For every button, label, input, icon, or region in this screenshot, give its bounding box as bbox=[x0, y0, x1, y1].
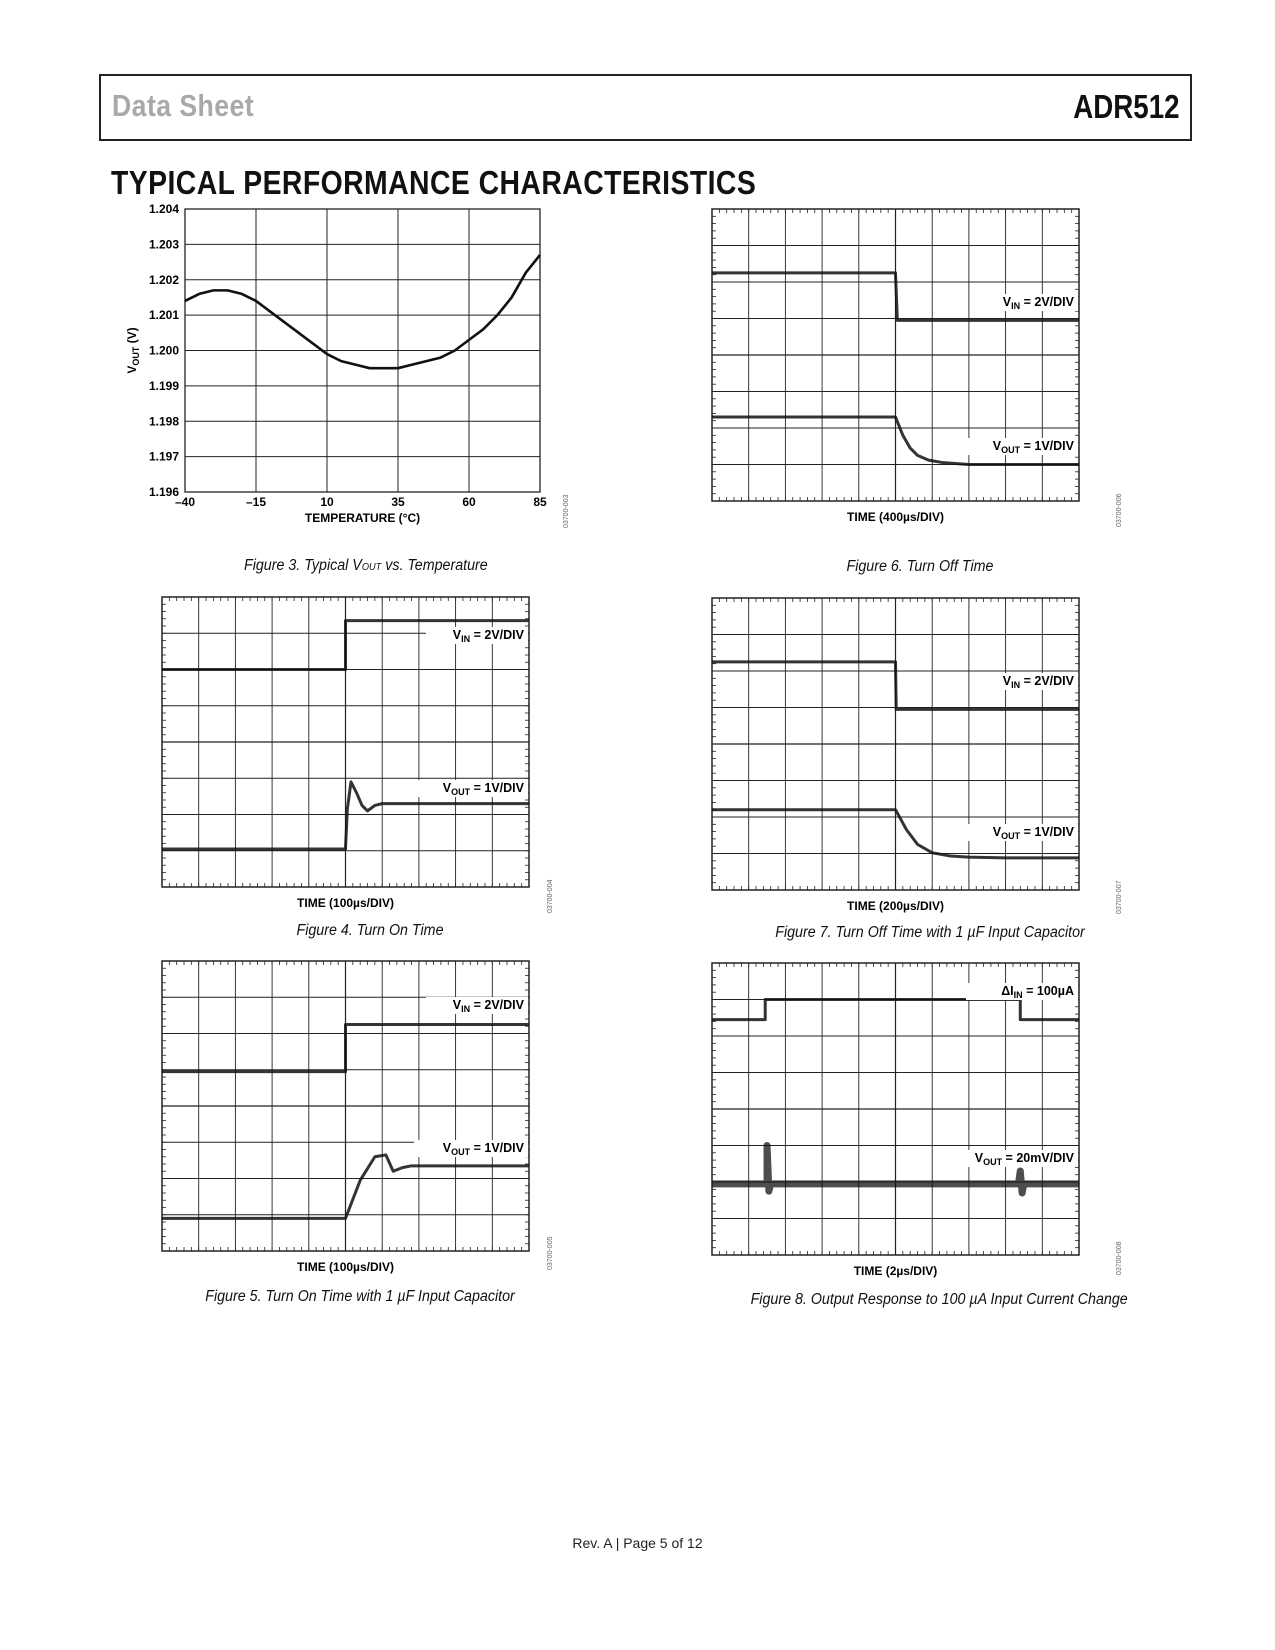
figure-7 bbox=[710, 596, 1130, 926]
figure-8-caption: Figure 8. Output Response to 100 µA Input Current Change bbox=[750, 1291, 1128, 1308]
y-tick-label: 1.204 bbox=[148, 202, 179, 216]
label-sub: IN bbox=[461, 1004, 471, 1014]
label-sub: OUT bbox=[1001, 445, 1021, 455]
x-tick-label: –15 bbox=[245, 495, 267, 509]
label-main: ΔI bbox=[1001, 984, 1014, 998]
figure-code: 03700-007 bbox=[1116, 880, 1123, 914]
label-tail: = 1V/DIV bbox=[1020, 825, 1074, 839]
label-sub: OUT bbox=[451, 787, 471, 797]
figure-5-caption: Figure 5. Turn On Time with 1 µF Input Capacitor bbox=[205, 1288, 515, 1305]
x-axis-label: TEMPERATURE (°C) bbox=[304, 511, 421, 525]
label-sub: IN bbox=[1013, 990, 1023, 1000]
figure-3-chart bbox=[120, 200, 600, 550]
x-axis-label: TIME (200µs/DIV) bbox=[847, 899, 944, 913]
figure-8 bbox=[710, 962, 1130, 1292]
trace-label bbox=[1001, 984, 1074, 1000]
y-tick-label: 1.201 bbox=[148, 308, 179, 323]
figure-code: 03700-005 bbox=[547, 1236, 554, 1270]
label-tail: = 2V/DIV bbox=[1020, 295, 1074, 309]
y-tick-label: 1.202 bbox=[148, 272, 179, 287]
label-sub: IN bbox=[461, 634, 471, 644]
label-sub: OUT bbox=[1001, 831, 1021, 841]
label-sub: OUT bbox=[451, 1147, 471, 1157]
caption-text-tail: vs. Temperature bbox=[381, 557, 488, 574]
figure-4 bbox=[158, 595, 578, 925]
figure-3-caption bbox=[244, 557, 488, 575]
x-tick-label: –40 bbox=[174, 495, 196, 509]
y-label-tail: (V) bbox=[125, 327, 139, 347]
label-tail: = 100µA bbox=[1022, 984, 1074, 998]
figure-code: 03700-004 bbox=[547, 879, 554, 913]
page-header bbox=[99, 74, 1192, 141]
figure-code: 03700-006 bbox=[1116, 493, 1123, 527]
label-sub: OUT bbox=[983, 1157, 1003, 1167]
figure-6-caption: Figure 6. Turn Off Time bbox=[846, 558, 994, 575]
label-main: V bbox=[452, 998, 462, 1012]
caption-text: Figure 3. Typical V bbox=[244, 557, 362, 574]
label-main: V bbox=[1002, 674, 1012, 688]
label-tail: = 2V/DIV bbox=[1020, 674, 1074, 688]
figure-7-chart bbox=[710, 596, 1130, 926]
figure-6 bbox=[710, 200, 1130, 540]
vout-series-line bbox=[185, 255, 540, 368]
x-tick-label: 60 bbox=[462, 495, 476, 509]
figure-7-caption: Figure 7. Turn Off Time with 1 µF Input Capacitor bbox=[775, 924, 1085, 941]
figure-4-chart bbox=[158, 595, 578, 925]
label-main: V bbox=[452, 628, 462, 642]
x-tick-label: 85 bbox=[533, 495, 547, 509]
figure-8-chart bbox=[710, 962, 1130, 1292]
y-tick-label: 1.200 bbox=[148, 343, 179, 358]
figure-6-chart bbox=[710, 200, 1130, 540]
figure-4-caption: Figure 4. Turn On Time bbox=[296, 922, 444, 939]
y-label-main: V bbox=[125, 365, 139, 374]
x-axis-label: TIME (100µs/DIV) bbox=[297, 1260, 394, 1274]
x-tick-label: 35 bbox=[391, 495, 405, 509]
y-label-sub: OUT bbox=[131, 346, 141, 366]
page-footer: Rev. A | Page 5 of 12 bbox=[572, 1535, 703, 1551]
y-tick-label: 1.197 bbox=[148, 449, 179, 464]
label-tail: = 2V/DIV bbox=[470, 998, 524, 1012]
y-axis-label bbox=[125, 327, 141, 373]
label-main: V bbox=[442, 1141, 452, 1155]
label-tail: = 1V/DIV bbox=[470, 781, 524, 795]
y-tick-label: 1.196 bbox=[148, 485, 179, 499]
label-main: V bbox=[992, 825, 1002, 839]
x-axis-label: TIME (2µs/DIV) bbox=[853, 1264, 938, 1278]
input-trace bbox=[162, 1024, 529, 1071]
label-sub: IN bbox=[1011, 680, 1021, 690]
label-main: V bbox=[442, 781, 452, 795]
x-axis-label: TIME (400µs/DIV) bbox=[847, 510, 944, 524]
label-sub: IN bbox=[1011, 301, 1021, 311]
label-main: V bbox=[1002, 295, 1012, 309]
y-tick-label: 1.199 bbox=[148, 378, 179, 393]
figure-3 bbox=[120, 200, 600, 550]
label-tail: = 1V/DIV bbox=[1020, 439, 1074, 453]
section-title: TYPICAL PERFORMANCE CHARACTERISTICS bbox=[111, 164, 757, 201]
label-main: V bbox=[992, 439, 1002, 453]
y-tick-label: 1.198 bbox=[148, 414, 179, 429]
figure-code: 03700-003 bbox=[563, 494, 570, 528]
label-tail: = 2V/DIV bbox=[470, 628, 524, 642]
figure-5 bbox=[158, 960, 578, 1290]
x-tick-label: 10 bbox=[320, 495, 334, 509]
header-doc-type: Data Sheet bbox=[112, 88, 255, 123]
y-tick-label: 1.203 bbox=[148, 237, 179, 252]
label-main: V bbox=[974, 1151, 984, 1165]
caption-sub: OUT bbox=[361, 562, 382, 573]
label-tail: = 20mV/DIV bbox=[1002, 1151, 1074, 1165]
figure-code: 03700-008 bbox=[1116, 1241, 1123, 1275]
header-part-number: ADR512 bbox=[1073, 88, 1180, 125]
figure-5-chart bbox=[158, 960, 578, 1290]
label-tail: = 1V/DIV bbox=[470, 1141, 524, 1155]
x-axis-label: TIME (100µs/DIV) bbox=[297, 896, 394, 910]
